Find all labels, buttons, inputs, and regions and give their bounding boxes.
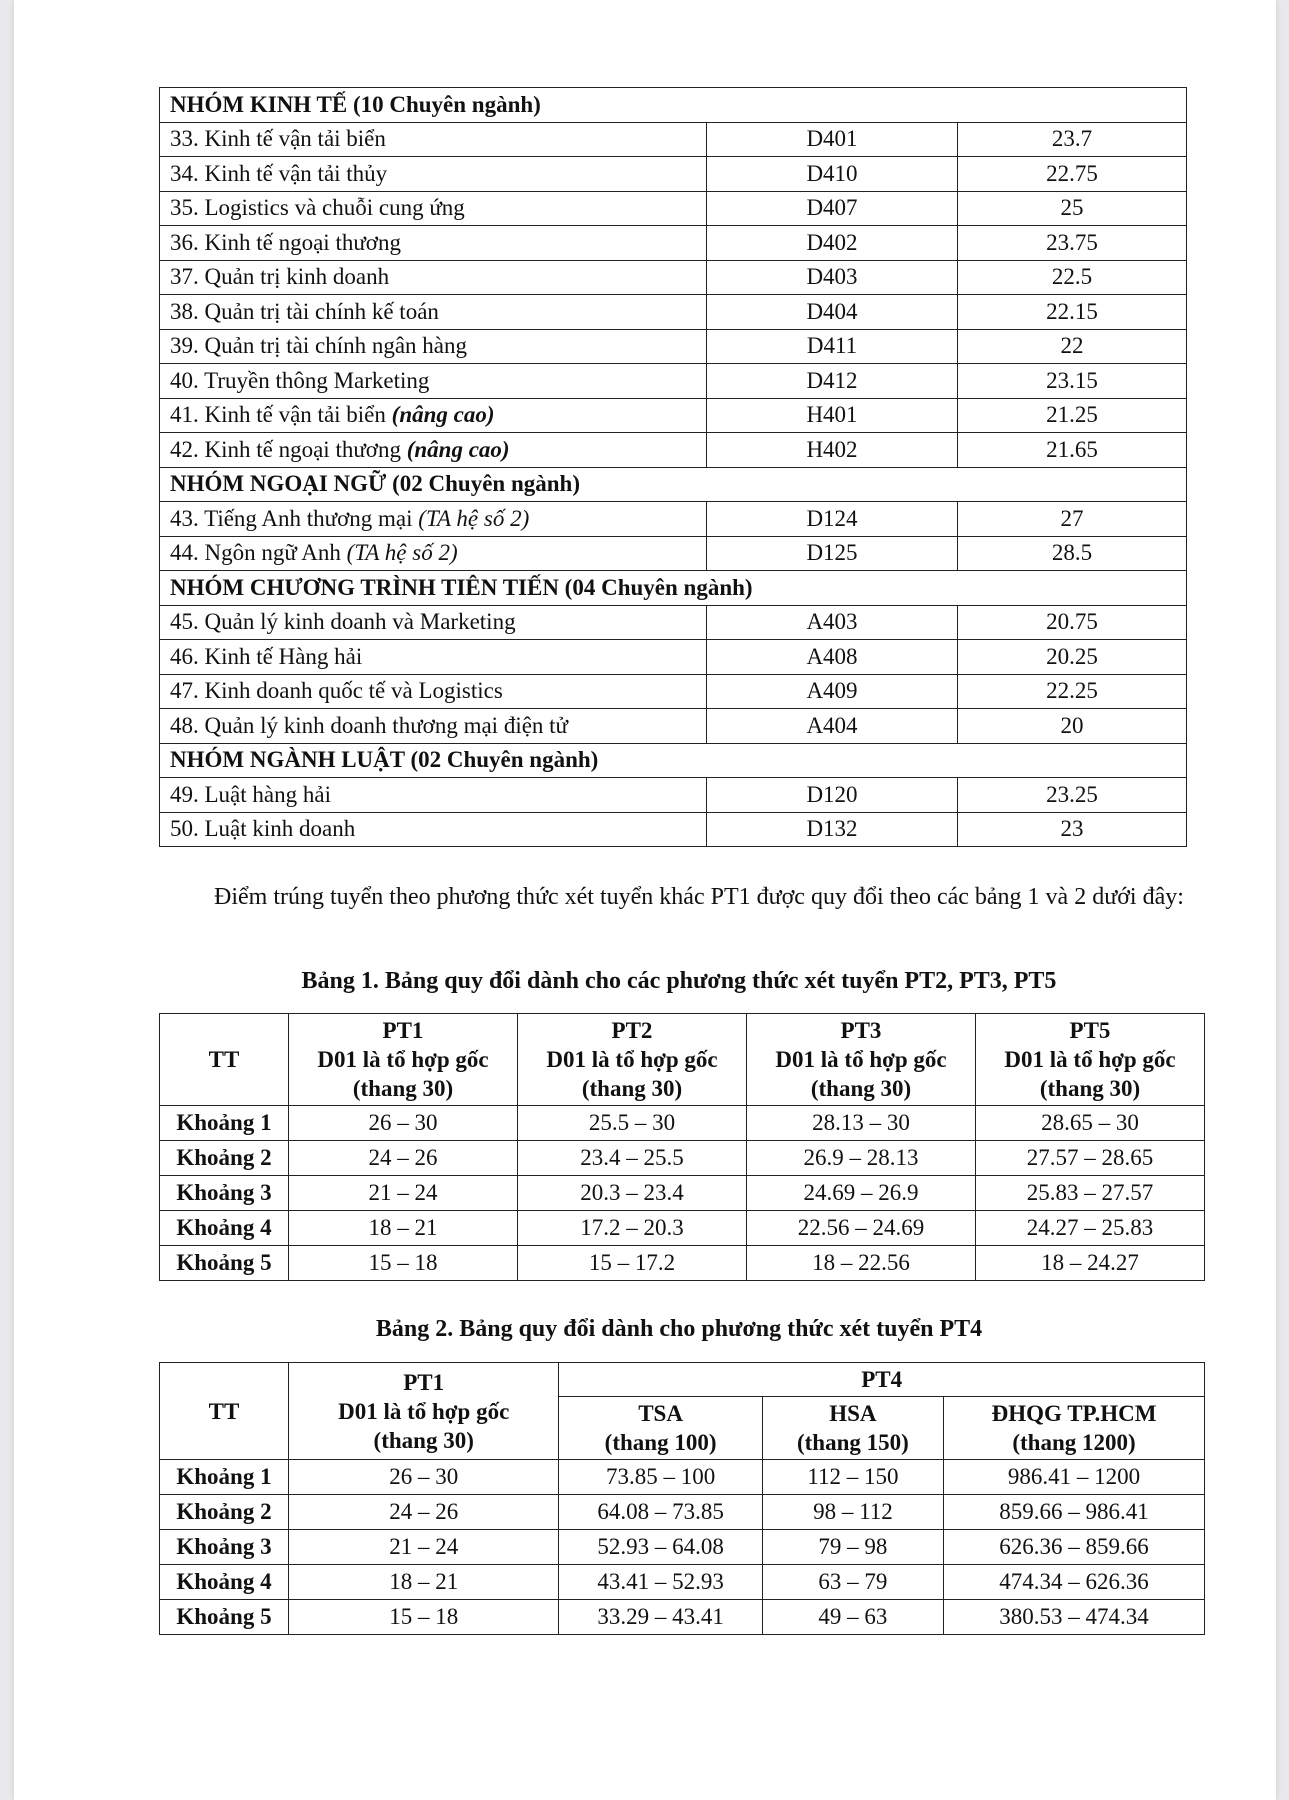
major-name: 43. Tiếng Anh thương mại [170,505,419,531]
major-code: A403 [707,605,958,640]
table-cell: 18 – 21 [289,1565,559,1600]
major-name: 38. Quản trị tài chính kế toán [160,295,707,330]
tt-header: TT [160,1014,289,1106]
header-line: (thang 100) [604,1430,717,1455]
col-header-pt2 [518,1014,747,1106]
range-label: Khoảng 2 [160,1495,289,1530]
header-line: (thang 1200) [1012,1430,1136,1455]
table-row [160,502,1187,537]
document-page [14,0,1276,1800]
table-cell: 21 – 24 [289,1530,559,1565]
major-code: D404 [707,295,958,330]
major-name: 47. Kinh doanh quốc tế và Logistics [160,674,707,709]
table-row [160,1106,1205,1141]
table-row [160,1211,1205,1246]
table-row [160,1530,1205,1565]
major-code: D120 [707,778,958,813]
major-note: (TA hệ số 2) [346,540,458,566]
table-cell: 859.66 – 986.41 [944,1495,1205,1530]
table-row [160,329,1187,364]
major-code: D125 [707,536,958,571]
table-row [160,709,1187,744]
major-score: 22 [958,329,1187,364]
table-row [160,1246,1205,1281]
table-cell: 79 – 98 [762,1530,943,1565]
header-line: (thang 30) [352,1076,454,1101]
major-name: 37. Quản trị kinh doanh [160,260,707,295]
range-label: Khoảng 1 [160,1460,289,1495]
major-name: 45. Quản lý kinh doanh và Marketing [160,605,707,640]
table-cell: 18 – 22.56 [747,1246,976,1281]
conversion-paragraph: Điểm trúng tuyển theo phương thức xét tuyển khác PT1 được quy đổi theo các bảng 1 và 2 dưới đây: [214,884,1184,910]
table-row [160,295,1187,330]
range-label: Khoảng 5 [160,1600,289,1635]
major-code: D401 [707,122,958,157]
major-code: D411 [707,329,958,364]
major-score: 21.65 [958,433,1187,468]
major-score: 23.75 [958,226,1187,261]
table-cell: 26.9 – 28.13 [747,1141,976,1176]
table-row [160,1495,1205,1530]
table-row [160,226,1187,261]
col-header-pt1 [289,1363,559,1460]
table-header-row [160,1014,1205,1106]
col-header-hsa [762,1397,943,1460]
major-score: 23 [958,812,1187,847]
col-header-dhqg [944,1397,1205,1460]
table-row [160,674,1187,709]
table-cell: 21 – 24 [289,1176,518,1211]
major-name: 40. Truyền thông Marketing [160,364,707,399]
header-line: D01 là tổ hợp gốc [1004,1047,1176,1072]
table-cell: 626.36 – 859.66 [944,1530,1205,1565]
table-cell: 22.56 – 24.69 [747,1211,976,1246]
table-cell: 15 – 18 [289,1600,559,1635]
major-code: D410 [707,157,958,192]
major-name: 48. Quản lý kinh doanh thương mại điện tử [160,709,707,744]
major-score: 22.15 [958,295,1187,330]
major-name: 35. Logistics và chuỗi cung ứng [160,191,707,226]
table-cell: 24.69 – 26.9 [747,1176,976,1211]
header-line: D01 là tổ hợp gốc [775,1047,947,1072]
group-title: NHÓM KINH TẾ (10 Chuyên ngành) [160,88,1187,123]
table-cell: 43.41 – 52.93 [559,1565,762,1600]
col-header-pt4: PT4 [559,1363,1205,1397]
header-line: PT1 [403,1369,445,1395]
major-score: 22.25 [958,674,1187,709]
major-name: 46. Kinh tế Hàng hải [160,640,707,675]
table-cell: 63 – 79 [762,1565,943,1600]
major-score: 22.75 [958,157,1187,192]
range-label: Khoảng 2 [160,1141,289,1176]
table-cell: 18 – 21 [289,1211,518,1246]
header-line: (thang 150) [796,1430,909,1455]
range-label: Khoảng 3 [160,1176,289,1211]
major-code: D407 [707,191,958,226]
table-cell: 112 – 150 [762,1460,943,1495]
group-header-row [160,743,1187,778]
table-cell: 73.85 – 100 [559,1460,762,1495]
major-score: 27 [958,502,1187,537]
table-row [160,364,1187,399]
major-code: H401 [707,398,958,433]
header-line: ĐHQG TP.HCM [991,1401,1157,1426]
majors-score-table [159,87,1187,847]
table-cell: 24.27 – 25.83 [976,1211,1205,1246]
table-row [160,640,1187,675]
table-cell: 23.4 – 25.5 [518,1141,747,1176]
header-line: PT5 [1069,1018,1111,1043]
table-row [160,1176,1205,1211]
table-cell: 25.5 – 30 [518,1106,747,1141]
table-cell: 24 – 26 [289,1141,518,1176]
major-score: 25 [958,191,1187,226]
major-score: 22.5 [958,260,1187,295]
major-code: D402 [707,226,958,261]
table-cell: 18 – 24.27 [976,1246,1205,1281]
table-cell: 64.08 – 73.85 [559,1495,762,1530]
table-row [160,398,1187,433]
table-cell: 474.34 – 626.36 [944,1565,1205,1600]
major-name-cell [160,536,707,571]
table-row [160,812,1187,847]
col-header-tsa [559,1397,762,1460]
table-row [160,536,1187,571]
major-code: A404 [707,709,958,744]
major-name: 50. Luật kinh doanh [160,812,707,847]
header-line: HSA [829,1401,877,1426]
col-header-pt5 [976,1014,1205,1106]
major-code: H402 [707,433,958,468]
conversion-table-1 [159,1013,1205,1281]
table-cell: 25.83 – 27.57 [976,1176,1205,1211]
conversion-table-2 [159,1362,1205,1635]
major-code: D132 [707,812,958,847]
group-header-row [160,571,1187,606]
major-score: 23.7 [958,122,1187,157]
table-cell: 17.2 – 20.3 [518,1211,747,1246]
table-cell: 27.57 – 28.65 [976,1141,1205,1176]
table-cell: 49 – 63 [762,1600,943,1635]
header-line: PT3 [840,1018,882,1043]
header-line: (thang 30) [1039,1076,1141,1101]
header-line: D01 là tổ hợp gốc [317,1047,489,1072]
major-score: 20 [958,709,1187,744]
major-name: 34. Kinh tế vận tải thủy [160,157,707,192]
table-row [160,433,1187,468]
group-title: NHÓM NGÀNH LUẬT (02 Chuyên ngành) [160,743,1187,778]
table-row [160,122,1187,157]
header-line: PT1 [382,1018,424,1043]
table-row [160,157,1187,192]
major-name-cell [160,398,707,433]
major-score: 20.25 [958,640,1187,675]
table-cell: 52.93 – 64.08 [559,1530,762,1565]
major-code: D403 [707,260,958,295]
col-header-pt3 [747,1014,976,1106]
range-label: Khoảng 1 [160,1106,289,1141]
table1-caption: Bảng 1. Bảng quy đổi dành cho các phương thức xét tuyển PT2, PT3, PT5 [301,968,1057,994]
table-cell: 98 – 112 [762,1495,943,1530]
major-name-cell [160,433,707,468]
table-row [160,1600,1205,1635]
major-score: 23.25 [958,778,1187,813]
header-line: D01 là tổ hợp gốc [338,1398,510,1424]
header-line: (thang 30) [581,1076,683,1101]
group-title: NHÓM NGOẠI NGỮ (02 Chuyên ngành) [160,467,1187,502]
table2-caption: Bảng 2. Bảng quy đổi dành cho phương thức xét tuyển PT4 [375,1316,983,1342]
table-cell: 15 – 17.2 [518,1246,747,1281]
major-name: 33. Kinh tế vận tải biển [160,122,707,157]
major-name: 44. Ngôn ngữ Anh [170,540,347,566]
major-note: (nâng cao) [406,436,510,462]
major-note: (nâng cao) [391,402,495,428]
major-name: 39. Quản trị tài chính ngân hàng [160,329,707,364]
major-score: 23.15 [958,364,1187,399]
range-label: Khoảng 4 [160,1211,289,1246]
table-cell: 20.3 – 23.4 [518,1176,747,1211]
tt-header: TT [160,1363,289,1460]
table-header-row [160,1363,1205,1397]
header-line: TSA [638,1401,683,1426]
major-score: 28.5 [958,536,1187,571]
table-row [160,1141,1205,1176]
table-cell: 986.41 – 1200 [944,1460,1205,1495]
table-cell: 24 – 26 [289,1495,559,1530]
table-row [160,1460,1205,1495]
major-name: 42. Kinh tế ngoại thương [170,436,407,462]
major-code: D412 [707,364,958,399]
table-cell: 26 – 30 [289,1460,559,1495]
major-code: A409 [707,674,958,709]
major-name: 41. Kinh tế vận tải biển [170,402,392,428]
group-title: NHÓM CHƯƠNG TRÌNH TIÊN TIẾN (04 Chuyên ngành) [160,571,1187,606]
table-cell: 33.29 – 43.41 [559,1600,762,1635]
major-code: A408 [707,640,958,675]
major-name: 49. Luật hàng hải [160,778,707,813]
major-name: 36. Kinh tế ngoại thương [160,226,707,261]
header-line: D01 là tổ hợp gốc [546,1047,718,1072]
major-name-cell [160,502,707,537]
header-line: PT2 [611,1018,653,1043]
table-row [160,1565,1205,1600]
header-line: (thang 30) [810,1076,912,1101]
major-code: D124 [707,502,958,537]
table-row [160,605,1187,640]
range-label: Khoảng 4 [160,1565,289,1600]
major-score: 21.25 [958,398,1187,433]
table-cell: 15 – 18 [289,1246,518,1281]
table-row [160,778,1187,813]
table-cell: 28.65 – 30 [976,1106,1205,1141]
major-note: (TA hệ số 2) [418,505,530,531]
group-header-row [160,88,1187,123]
table-cell: 380.53 – 474.34 [944,1600,1205,1635]
header-line: (thang 30) [373,1427,474,1453]
col-header-pt1 [289,1014,518,1106]
table-cell: 28.13 – 30 [747,1106,976,1141]
table-row [160,191,1187,226]
major-score: 20.75 [958,605,1187,640]
range-label: Khoảng 5 [160,1246,289,1281]
table-cell: 26 – 30 [289,1106,518,1141]
range-label: Khoảng 3 [160,1530,289,1565]
group-header-row [160,467,1187,502]
table-row [160,260,1187,295]
